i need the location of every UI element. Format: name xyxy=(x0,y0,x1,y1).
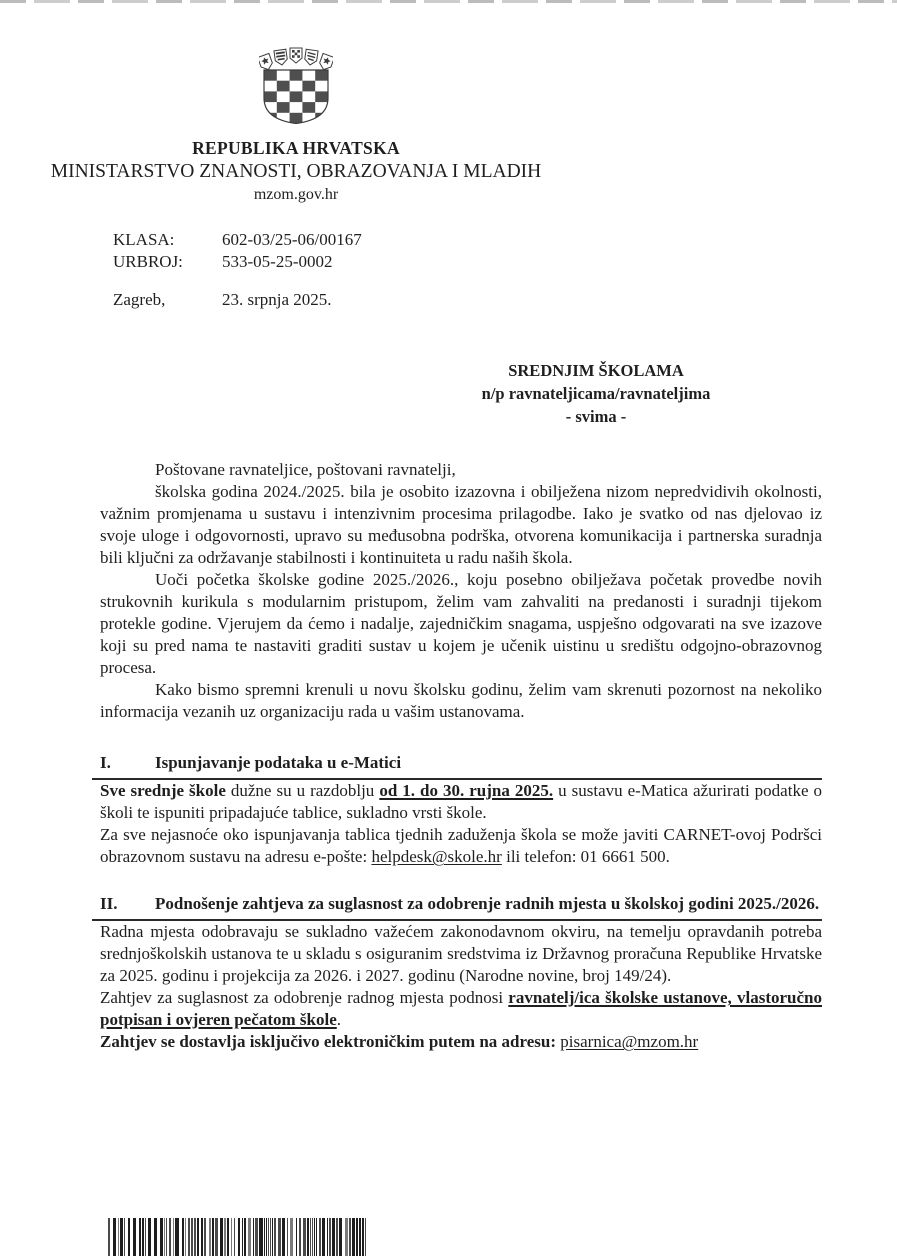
section-heading-1 xyxy=(92,752,822,780)
barcode-bar xyxy=(362,1218,364,1256)
section-2-title: Podnošenje zahtjeva za suglasnost za odobrenje radnih mjesta u školskoj godini 2025./2026. xyxy=(155,894,820,913)
barcode-bar xyxy=(296,1218,297,1256)
section-1-title: Ispunjavanje podataka u e-Matici xyxy=(155,753,402,772)
letter-body xyxy=(100,459,822,1053)
date-row xyxy=(113,289,362,311)
text-segment: ili telefon: 01 6661 500. xyxy=(501,847,670,866)
barcode-bar xyxy=(204,1218,206,1256)
barcode-bar xyxy=(310,1218,311,1256)
barcode-bar xyxy=(185,1218,186,1256)
text-segment: od 1. do 30. rujna 2025. xyxy=(379,781,554,800)
text-segment: u sustavu e-Matica ažurirati podatke o školi te ispuniti pripadajuće tablice, sukladno vrsti škole. xyxy=(100,781,823,822)
barcode-bar xyxy=(234,1218,235,1256)
addressee-line-1: SREDNJIM ŠKOLAMA xyxy=(508,361,684,380)
barcode-bar xyxy=(352,1218,355,1256)
barcode xyxy=(108,1218,366,1256)
section-heading-2 xyxy=(92,893,822,921)
klasa-value: 602-03/25-06/00167 xyxy=(222,230,362,249)
para-zahtjev-podnosi xyxy=(100,987,822,1031)
barcode-bar xyxy=(164,1218,165,1256)
barcode-bar xyxy=(282,1218,285,1256)
text-segment: helpdesk@skole.hr xyxy=(371,847,502,866)
barcode-bar xyxy=(274,1218,276,1256)
barcode-bar xyxy=(148,1218,151,1256)
barcode-bar xyxy=(345,1218,348,1256)
barcode-bar xyxy=(224,1218,226,1256)
barcode-bar xyxy=(264,1218,265,1256)
barcode-bar xyxy=(160,1218,163,1256)
text-segment: dužne su u razdoblju xyxy=(225,781,380,800)
barcode-bar xyxy=(299,1218,301,1256)
barcode-bar xyxy=(339,1218,342,1256)
para-radna-mjesta: Radna mjesta odobravaju se sukladno važećem zakonodavnom okviru, na temelju opravdanih potreba srednjoškolskih ustanova te u skladu s osiguranim sredstvima iz Državnog proračuna Republike Hrvatske za 2025. godinu i projekcija za 2026. i 2027. godinu (Narodne novine, broj 149/24). xyxy=(100,922,822,985)
barcode-bar xyxy=(139,1218,141,1256)
barcode-bar xyxy=(268,1218,269,1256)
barcode-bar xyxy=(266,1218,267,1256)
barcode-bar xyxy=(201,1218,203,1256)
barcode-bar xyxy=(175,1218,179,1256)
text-segment: Zahtjev se dostavlja isključivo elektroničkim putem na adresu: xyxy=(100,1032,561,1051)
barcode-bar xyxy=(238,1218,240,1256)
barcode-bar xyxy=(191,1218,193,1256)
barcode-bar xyxy=(194,1218,196,1256)
barcode-bar xyxy=(303,1218,306,1256)
salutation: Poštovane ravnateljice, poštovani ravnatelji, xyxy=(155,460,456,479)
barcode-bar xyxy=(319,1218,321,1256)
barcode-bar xyxy=(278,1218,281,1256)
place: Zagreb, xyxy=(113,290,166,309)
barcode-bar xyxy=(242,1218,243,1256)
barcode-bar xyxy=(120,1218,123,1256)
barcode-bar xyxy=(336,1218,338,1256)
barcode-bar xyxy=(312,1218,313,1256)
barcode-bar xyxy=(270,1218,271,1256)
section-1-number: I. xyxy=(100,753,111,772)
croatian-coat-of-arms-icon xyxy=(259,46,333,124)
addressee-block xyxy=(430,359,762,428)
urbroj-row xyxy=(113,251,362,273)
barcode-bar xyxy=(272,1218,273,1256)
barcode-bar xyxy=(118,1218,119,1256)
barcode-bar xyxy=(212,1218,214,1256)
para-attention: Kako bismo spremni krenuli u novu školsku godinu, želim vam skrenuti pozornost na nekoliko informacija vezanih uz organizaciju rada u vašim ustanovama. xyxy=(100,680,822,721)
barcode-bar xyxy=(253,1218,254,1256)
barcode-bar xyxy=(124,1218,125,1256)
barcode-bar xyxy=(359,1218,361,1256)
barcode-bar xyxy=(290,1218,293,1256)
date: 23. srpnja 2025. xyxy=(222,290,332,309)
text-segment: . xyxy=(336,1010,341,1029)
barcode-bar xyxy=(287,1218,288,1256)
barcode-bar xyxy=(188,1218,190,1256)
barcode-bar xyxy=(173,1218,174,1256)
barcode-bar xyxy=(349,1218,351,1256)
barcode-bar xyxy=(356,1218,358,1256)
text-segment: Zahtjev za suglasnost za odobrenje radnog mjesta podnosi xyxy=(100,988,509,1007)
barcode-bar xyxy=(169,1218,171,1256)
text-segment: pisarnica@mzom.hr xyxy=(560,1032,699,1051)
barcode-bar xyxy=(329,1218,331,1256)
addressee-line-3: - svima - xyxy=(565,407,627,426)
scan-edge-artifact xyxy=(0,0,897,3)
barcode-bar xyxy=(220,1218,223,1256)
text-segment: Sve srednje škole xyxy=(100,781,226,800)
barcode-bar xyxy=(365,1218,366,1256)
barcode-bar xyxy=(128,1218,130,1256)
reference-block xyxy=(113,229,362,311)
barcode-bar xyxy=(255,1218,258,1256)
barcode-bar xyxy=(142,1218,144,1256)
barcode-bar xyxy=(227,1218,229,1256)
barcode-bar xyxy=(154,1218,157,1256)
section-2-number: II. xyxy=(100,894,118,913)
barcode-bar xyxy=(327,1218,328,1256)
para-carnet xyxy=(100,824,822,868)
barcode-bar xyxy=(166,1218,167,1256)
text-segment: ravnatelj/ica školske ustanove, vlastoručno potpisan i ovjeren pečatom škole xyxy=(100,988,822,1029)
addressee-line-2: n/p ravnateljicama/ravnateljima xyxy=(481,384,711,403)
barcode-bar xyxy=(307,1218,309,1256)
barcode-bar xyxy=(314,1218,315,1256)
text-segment: Za sve nejasnoće oko ispunjavanja tablica tjednih zaduženja škola se može javiti CARNET-ovoj Podršci obrazovnom sustavu na adresu e-pošte: xyxy=(100,825,822,866)
barcode-bar xyxy=(231,1218,232,1256)
urbroj-label: URBROJ: xyxy=(113,252,183,271)
klasa-label: KLASA: xyxy=(113,230,175,249)
barcode-bar xyxy=(197,1218,199,1256)
para-ematica xyxy=(100,780,822,824)
urbroj-value: 533-05-25-0002 xyxy=(222,252,333,271)
barcode-bar xyxy=(145,1218,146,1256)
barcode-bar xyxy=(244,1218,246,1256)
barcode-bar xyxy=(113,1218,116,1256)
klasa-row xyxy=(113,229,362,251)
para-zahtjev-dostava xyxy=(100,1031,822,1053)
barcode-bar xyxy=(248,1218,251,1256)
barcode-bar xyxy=(316,1218,317,1256)
letterhead-website: mzom.gov.hr xyxy=(253,186,339,203)
barcode-bar xyxy=(332,1218,335,1256)
barcode-bar xyxy=(215,1218,218,1256)
barcode-bar xyxy=(209,1218,211,1256)
barcode-bar xyxy=(322,1218,325,1256)
barcode-bar xyxy=(259,1218,263,1256)
para-school-year: školska godina 2024./2025. bila je osobito izazovna i obilježena nizom nepredvidivih okolnosti, važnim promjenama u sustavu i intenzivnim procesima prilagodbe. Iako je svatko od nas djelovao iz svoje uloge i odgovornosti, upravo su međusobna podrška, otvorena komunikacija i partnerska suradnja bili ključni za održavanje stabilnosti i kontinuiteta u radu naših škola. xyxy=(100,482,822,567)
barcode-bar xyxy=(108,1218,110,1256)
barcode-bar xyxy=(182,1218,184,1256)
letterhead-ministry: MINISTARSTVO ZNANOSTI, OBRAZOVANJA I MLADIH xyxy=(50,161,542,182)
barcode-bar xyxy=(133,1218,136,1256)
letterhead-country: REPUBLIKA HRVATSKA xyxy=(192,138,400,158)
letterhead xyxy=(0,46,592,204)
para-new-year: Uoči početka školske godine 2025./2026., koju posebno obilježava početak provedbe novih strukovnih kurikula s modularnim pristupom, želim vam zahvaliti na predanosti i suradnji tijekom protekle godine. Vjerujem da ćemo i nadalje, zajedničkim snagama, uspješno odgovarati na sve izazove koji su pred nama te nastaviti graditi sustav u kojem je učenik uistinu u središtu odgojno-obrazovnog procesa. xyxy=(100,570,822,677)
